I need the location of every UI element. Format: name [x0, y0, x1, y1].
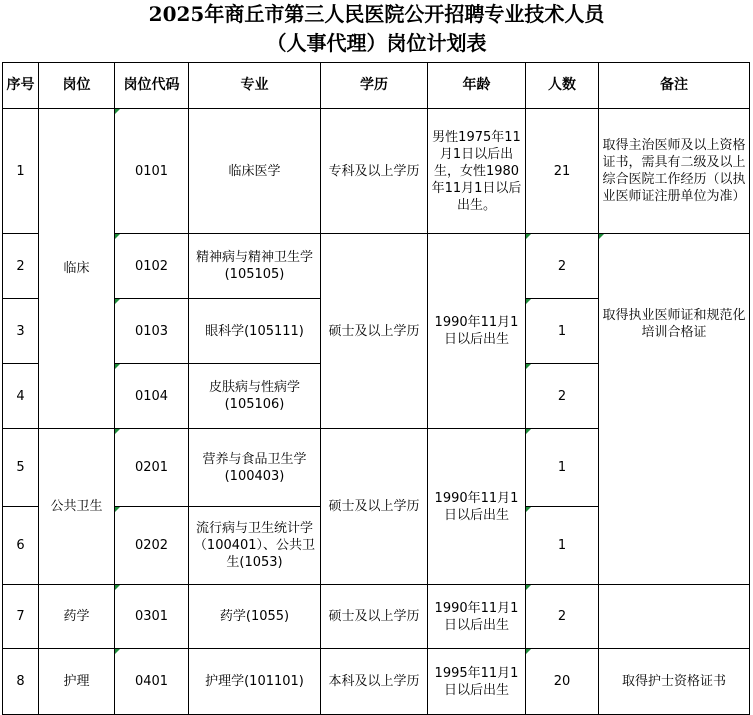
cell-code[interactable]: 0104	[115, 364, 189, 429]
header-education: 学历	[321, 63, 428, 109]
cell-age[interactable]: 1990年11月1日以后出生	[428, 585, 526, 649]
cell-count[interactable]: 21	[526, 109, 599, 234]
cell-note[interactable]	[599, 585, 750, 649]
cell-education[interactable]: 本科及以上学历	[321, 649, 428, 715]
cell-education[interactable]: 硕士及以上学历	[321, 429, 428, 585]
cell-age[interactable]: 1990年11月1日以后出生	[428, 234, 526, 429]
cell-post-clinical[interactable]: 临床	[39, 109, 115, 429]
cell-seq[interactable]: 1	[3, 109, 39, 234]
cell-education[interactable]: 硕士及以上学历	[321, 585, 428, 649]
header-row	[3, 63, 750, 109]
cell-major[interactable]: 临床医学	[189, 109, 321, 234]
cell-major[interactable]: 精神病与精神卫生学(105105)	[189, 234, 321, 299]
cell-post-public-health[interactable]: 公共卫生	[39, 429, 115, 585]
cell-seq[interactable]: 2	[3, 234, 39, 299]
position-plan-table	[2, 62, 750, 715]
header-count: 人数	[526, 63, 599, 109]
cell-code[interactable]: 0401	[115, 649, 189, 715]
table-row	[3, 649, 750, 715]
note-text: 取得执业医师证和规范化培训合格证	[602, 308, 746, 340]
cell-age[interactable]: 1995年11月1日以后出生	[428, 649, 526, 715]
header-post: 岗位	[39, 63, 115, 109]
table-row	[3, 585, 750, 649]
cell-seq[interactable]: 8	[3, 649, 39, 715]
header-major: 专业	[189, 63, 321, 109]
cell-major[interactable]: 营养与食品卫生学(100403)	[189, 429, 321, 507]
header-age: 年龄	[428, 63, 526, 109]
cell-seq[interactable]: 4	[3, 364, 39, 429]
cell-code[interactable]: 0201	[115, 429, 189, 507]
cell-count[interactable]: 1	[526, 429, 599, 507]
cell-count[interactable]: 2	[526, 585, 599, 649]
cell-code[interactable]: 0103	[115, 299, 189, 364]
cell-count[interactable]: 2	[526, 234, 599, 299]
cell-count[interactable]: 20	[526, 649, 599, 715]
cell-major[interactable]: 护理学(101101)	[189, 649, 321, 715]
cell-age[interactable]: 1990年11月1日以后出生	[428, 429, 526, 585]
cell-note[interactable]: 取得护士资格证书	[599, 649, 750, 715]
cell-seq[interactable]: 7	[3, 585, 39, 649]
cell-seq[interactable]: 5	[3, 429, 39, 507]
page-title	[0, 0, 753, 62]
cell-code[interactable]: 0102	[115, 234, 189, 299]
cell-seq[interactable]: 3	[3, 299, 39, 364]
cell-major[interactable]: 皮肤病与性病学(105106)	[189, 364, 321, 429]
header-note: 备注	[599, 63, 750, 109]
cell-education[interactable]: 专科及以上学历	[321, 109, 428, 234]
table-row	[3, 234, 750, 299]
cell-count[interactable]: 2	[526, 364, 599, 429]
cell-age[interactable]: 男性1975年11月1日以后出生，女性1980年11月1日以后出生。	[428, 109, 526, 234]
cell-education[interactable]: 硕士及以上学历	[321, 234, 428, 429]
cell-count[interactable]: 1	[526, 507, 599, 585]
title-line-2: （人事代理）岗位计划表	[266, 31, 487, 55]
title-line-1: 2025年商丘市第三人民医院公开招聘专业技术人员	[148, 2, 605, 26]
cell-count[interactable]: 1	[526, 299, 599, 364]
cell-note[interactable]	[599, 234, 750, 585]
cell-major[interactable]: 药学(1055)	[189, 585, 321, 649]
cell-major[interactable]: 眼科学(105111)	[189, 299, 321, 364]
cell-post-pharmacy[interactable]: 药学	[39, 585, 115, 649]
cell-post-nursing[interactable]: 护理	[39, 649, 115, 715]
header-code: 岗位代码	[115, 63, 189, 109]
cell-code[interactable]: 0101	[115, 109, 189, 234]
cell-code[interactable]: 0202	[115, 507, 189, 585]
header-seq: 序号	[3, 63, 39, 109]
cell-seq[interactable]: 6	[3, 507, 39, 585]
cell-note[interactable]: 取得主治医师及以上资格证书，需具有二级及以上综合医院工作经历（以执业医师证注册单位为准）	[599, 109, 750, 234]
table-row	[3, 109, 750, 234]
cell-major[interactable]: 流行病与卫生统计学（100401）、公共卫生(1053)	[189, 507, 321, 585]
cell-code[interactable]: 0301	[115, 585, 189, 649]
